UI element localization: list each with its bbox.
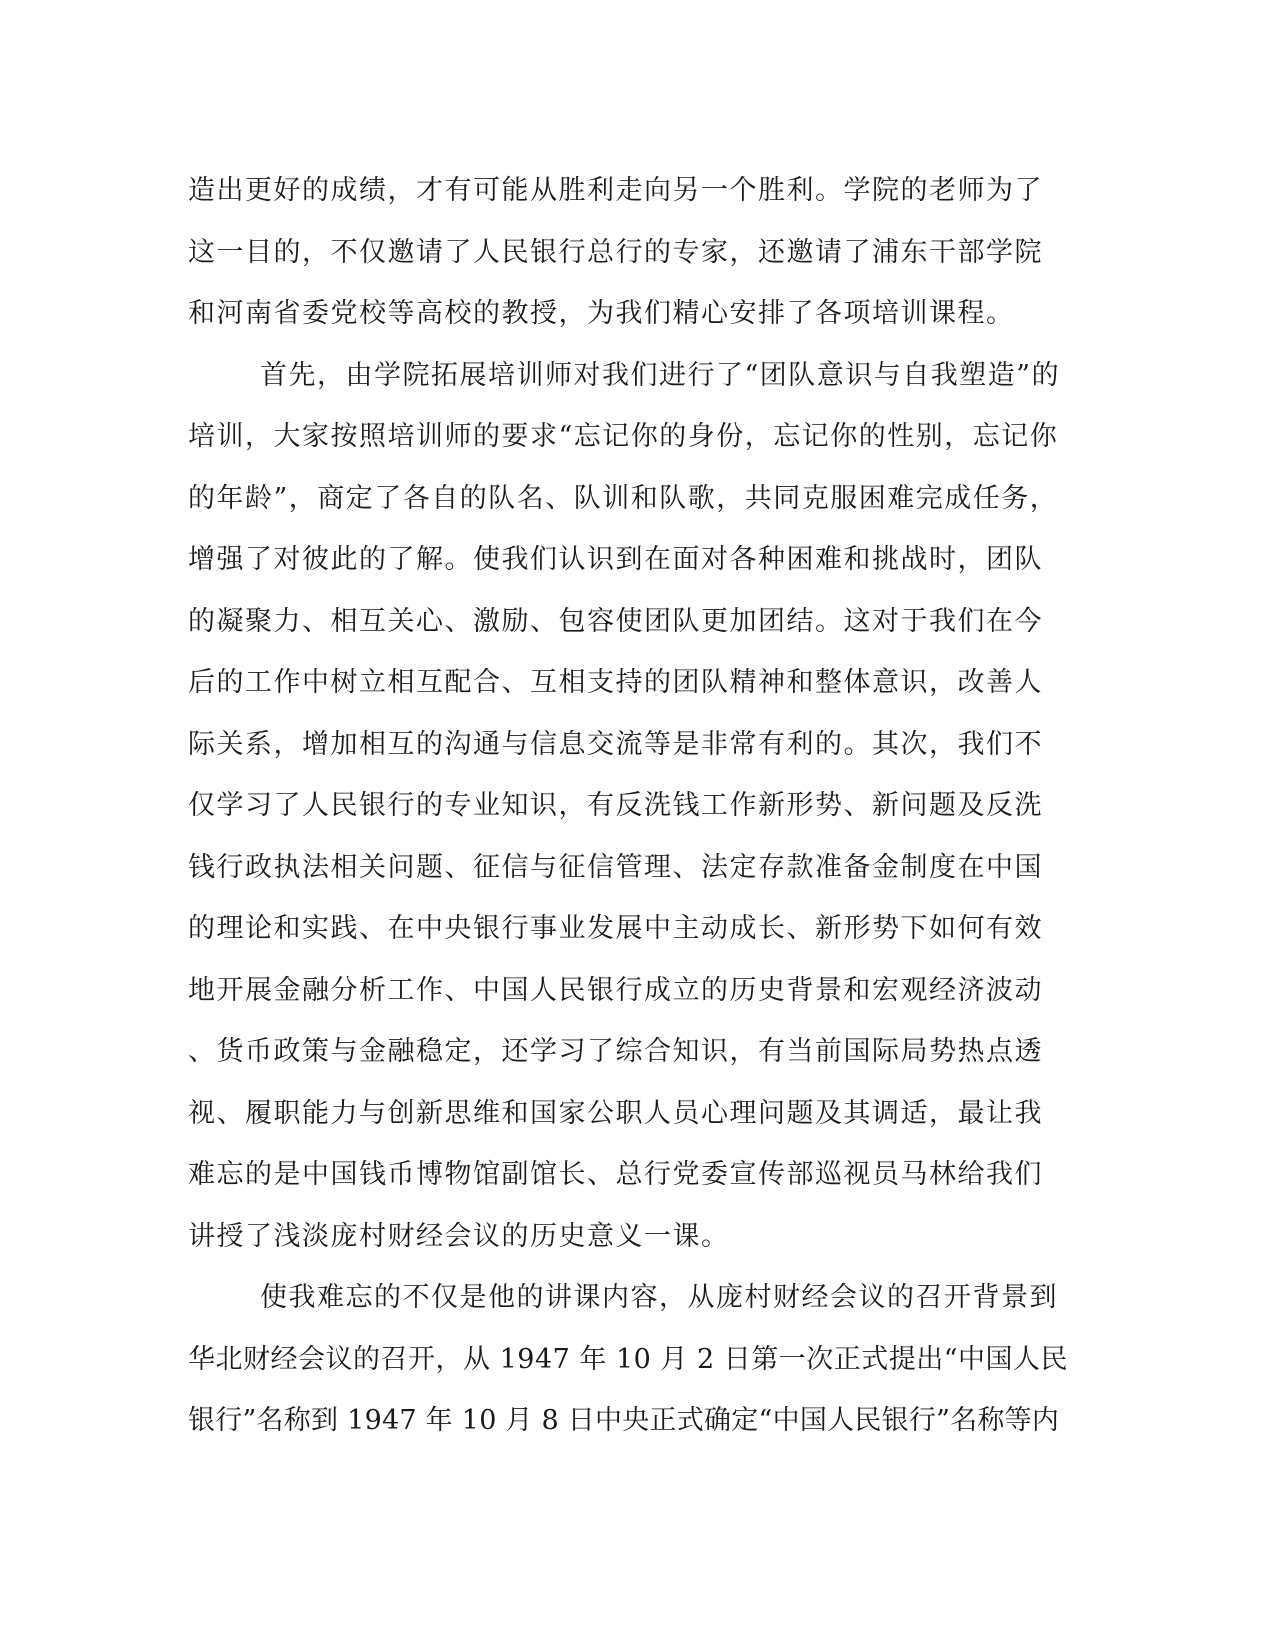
body-text: [188, 160, 1068, 1452]
text-line: 、货币政策与金融稳定，还学习了综合知识，有当前国际局势热点透: [188, 1036, 1043, 1067]
text-line: 难忘的是中国钱币博物馆副馆长、总行党委宣传部巡视员马林给我们: [188, 1159, 1043, 1190]
paragraph-start-line: 首先，由学院拓展培训师对我们进行了“团队意识与自我塑造”的: [260, 359, 1061, 391]
text-line: 地开展金融分析工作、中国人民银行成立的历史背景和宏观经济波动: [188, 974, 1043, 1006]
text-line: 的年龄”，商定了各自的队名、队训和队歌，共同克服困难完成任务，: [188, 482, 1059, 514]
text-line: 培训，大家按照培训师的要求“忘记你的身份，忘记你的性别，忘记你: [188, 421, 1059, 452]
text-line: 后的工作中树立相互配合、互相支持的团队精神和整体意识，改善人: [188, 667, 1043, 698]
text-line: 视、履职能力与创新思维和国家公职人员心理问题及其调适，最让我: [188, 1097, 1043, 1129]
paragraph-start-line: 使我难忘的不仅是他的讲课内容，从庞村财经会议的召开背景到: [260, 1282, 1058, 1313]
text-line: 仅学习了人民银行的专业知识，有反洗钱工作新形势、新问题及反洗: [188, 790, 1043, 821]
text-line: 增强了对彼此的了解。使我们认识到在面对各种困难和挑战时，团队: [188, 544, 1043, 575]
text-line: 的凝聚力、相互关心、激励、包容使团队更加团结。这对于我们在今: [188, 605, 1043, 637]
text-line: 和河南省委党校等高校的教授，为我们精心安排了各项培训课程。: [188, 298, 1015, 329]
text-line: 际关系，增加相互的沟通与信息交流等是非常有利的。其次，我们不: [188, 728, 1043, 760]
text-line: 讲授了浅淡庞村财经会议的历史意义一课。: [188, 1220, 730, 1252]
text-line: 这一目的，不仅邀请了人民银行总行的专家，还邀请了浦东干部学院: [188, 236, 1043, 268]
text-line: 造出更好的成绩，才有可能从胜利走向另一个胜利。学院的老师为了: [188, 175, 1043, 206]
text-line: 的理论和实践、在中央银行事业发展中主动成长、新形势下如何有效: [188, 913, 1043, 944]
text-line: 银行”名称到 1947 年 10 月 8 日中央正式确定“中国人民银行”名称等内: [188, 1405, 1060, 1436]
text-line: 华北财经会议的召开，从 1947 年 10 月 2 日第一次正式提出“中国人民: [188, 1343, 1068, 1375]
text-line: 钱行政执法相关问题、征信与征信管理、法定存款准备金制度在中国: [188, 851, 1043, 883]
